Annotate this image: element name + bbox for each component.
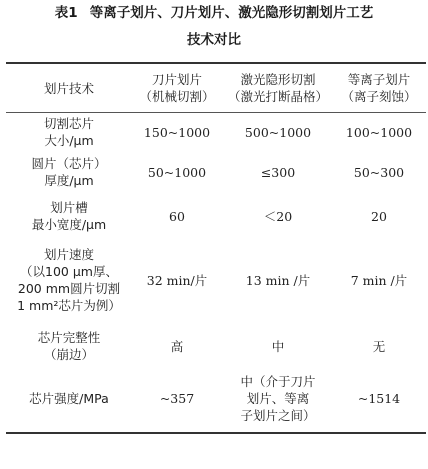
cell-blade-chip-size: [132, 114, 222, 150]
cell-laser-street-width: [222, 198, 334, 234]
cell-blade-street-width: [132, 198, 222, 234]
header-cell-technique: [6, 66, 132, 110]
table-header-rule: [6, 112, 426, 113]
row-label-line: 大小/μm: [44, 133, 94, 148]
table-title-line2: 技术对比: [187, 32, 241, 48]
header-blade-line1: 刀片划片: [151, 72, 202, 87]
header-technique-text: 划片技术: [43, 80, 94, 96]
cell-value: ~1514: [357, 390, 401, 406]
cell-laser-dicing-speed: [222, 244, 334, 316]
table-number: 表1: [54, 5, 78, 21]
row-label-line: 划片槽: [50, 200, 88, 215]
row-label-chip-integrity: [6, 326, 132, 366]
header-blade-line2: （机械切割）: [139, 89, 215, 104]
cell-value: 60: [169, 208, 185, 224]
header-laser-line1: 激光隐形切割: [240, 72, 316, 87]
cell-blade-wafer-thickness: [132, 154, 222, 190]
cell-blade-chip-strength: [132, 370, 222, 426]
cell-plasma-chip-size: [334, 114, 424, 150]
header-cell-plasma: [334, 66, 424, 110]
cell-plasma-dicing-speed: [334, 244, 424, 316]
cell-value-line: 中（介于刀片: [240, 373, 316, 389]
table-caption: [0, 4, 428, 22]
cell-value: 150~1000: [143, 124, 211, 140]
cell-value-line: 划片、等离: [246, 390, 310, 406]
cell-value: 50~300: [353, 164, 405, 180]
header-plasma-line1: 等离子划片: [347, 72, 411, 87]
cell-value: 高: [170, 338, 184, 354]
row-label-line: 圆片（芯片）: [31, 156, 107, 171]
row-label-line: 最小宽度/μm: [31, 217, 107, 232]
row-label-line: 划片速度: [43, 247, 94, 262]
cell-value: ＜20: [263, 208, 293, 224]
cell-value: 32 min/片: [146, 272, 208, 288]
row-label-line: 芯片完整性: [37, 330, 101, 345]
cell-value: 50~1000: [147, 164, 207, 180]
header-cell-blade: [132, 66, 222, 110]
row-label-line: 切割芯片: [43, 116, 94, 131]
cell-value: 500~1000: [244, 124, 312, 140]
cell-plasma-street-width: [334, 198, 424, 234]
table-bottom-rule: [6, 432, 426, 434]
cell-laser-chip-size: [222, 114, 334, 150]
cell-value: 7 min /片: [350, 272, 408, 288]
cell-value-line: 子划片之间）: [240, 407, 316, 423]
row-label-line: 芯片强度/MPa: [29, 390, 109, 406]
row-label-dicing-speed: [6, 244, 132, 316]
row-label-line: （以100 μm厚、: [20, 264, 118, 279]
row-label-line: 200 mm圆片切割: [17, 281, 121, 296]
cell-value: 无: [372, 338, 386, 354]
row-label-street-width: [6, 198, 132, 234]
row-label-line: 1 mm²芯片为例）: [17, 298, 121, 313]
cell-plasma-chip-integrity: [334, 326, 424, 366]
row-label-wafer-thickness: [6, 154, 132, 190]
cell-plasma-wafer-thickness: [334, 154, 424, 190]
header-laser-line2: （激光打断晶格）: [227, 89, 328, 104]
cell-blade-chip-integrity: [132, 326, 222, 366]
row-label-chip-size: [6, 114, 132, 150]
header-cell-laser: [222, 66, 334, 110]
cell-laser-wafer-thickness: [222, 154, 334, 190]
cell-value: ≤300: [260, 164, 296, 180]
header-plasma-line2: （离子刻蚀）: [341, 89, 417, 104]
cell-value: 100~1000: [345, 124, 413, 140]
cell-value: 13 min /片: [245, 272, 311, 288]
cell-plasma-chip-strength: [334, 370, 424, 426]
cell-value: ~357: [159, 390, 195, 406]
cell-laser-chip-integrity: [222, 326, 334, 366]
row-label-line: （崩边）: [43, 347, 94, 362]
row-label-line: 厚度/μm: [44, 173, 94, 188]
table-title-line1: 等离子划片、刀片划片、激光隐形切割划片工艺: [89, 5, 374, 21]
table-top-rule: [6, 62, 426, 64]
cell-value: 中: [271, 338, 285, 354]
cell-blade-dicing-speed: [132, 244, 222, 316]
cell-laser-chip-strength: [222, 370, 334, 426]
row-label-chip-strength: [6, 370, 132, 426]
cell-value: 20: [371, 208, 387, 224]
